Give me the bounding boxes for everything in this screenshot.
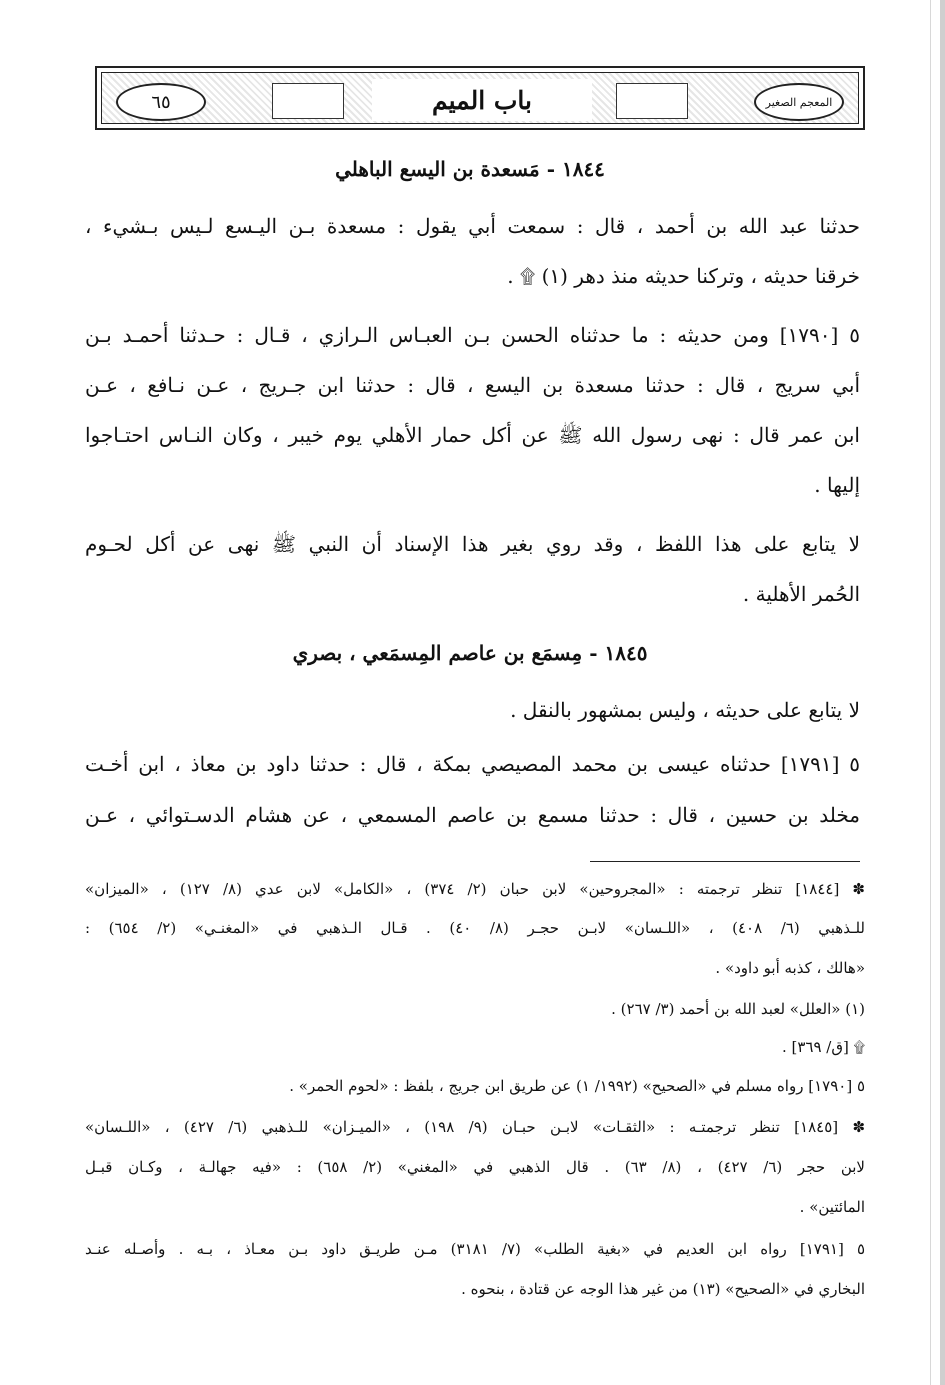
page-number: ٦٥ — [116, 83, 206, 121]
footnote-divider — [590, 861, 860, 862]
body-line: حدثنا عبد الله بن أحمد ، قال : سمعت أبي يقول : مسعدة بـن اليـسع لـيس بـشيء ، — [85, 214, 860, 238]
page-header-frame — [95, 66, 865, 130]
body-line: خرقنا حديثه ، وتركنا حديثه منذ دهر (١) ۩ . — [507, 264, 860, 288]
entry-heading-1845: ١٨٤٥ - مِسمَع بن عاصم المِسمَعي ، بصري — [292, 641, 648, 665]
body-line: ٥ [١٧٩٠] ومن حديثه : ما حدثناه الحسن بـن العبـاس الـرازي ، قـال : حـدثنا أحمـد بـن — [85, 323, 860, 347]
running-title: باب الميم — [372, 79, 592, 121]
body-line: مخلد بن حسين ، قال : حدثنا مسمع بن عاصم المسمعي ، عن هشام الدسـتوائي ، عـن — [85, 803, 860, 827]
header-ornament — [101, 72, 859, 124]
page-gutter-shadow — [940, 0, 945, 1385]
footnote-line: المائتين» . — [799, 1198, 865, 1216]
footnote-line: البخاري في «الصحيح» (١٣) من غير هذا الوجه عن قتادة ، بنحوه . — [461, 1280, 865, 1298]
footnote-line: ✽ [١٨٤٤] تنظر ترجمته : «المجروحين» لابن حبان (٢/ ٣٧٤) ، «الكامل» لابن عدي (٨/ ١٢٧) ، «الميزان» — [85, 880, 865, 898]
footnote-line: ✽ [١٨٤٥] تنظر ترجمتـه : «الثقـات» لابـن حبـان (٩/ ١٩٨) ، «الميـزان» للـذهبي (٦/ ٤٢٧) ، «اللـسان» — [85, 1118, 866, 1136]
body-line: ابن عمر قال : نهى رسول الله ﷺ عن أكل حمار الأهلي يوم خيبر ، وكان النـاس احتـاجوا — [85, 423, 860, 447]
footnote-line: ٥ [١٧٩١] رواه ابن العديم في «بغية الطلب» (٧/ ٣١٨١) مـن طريـق داود بـن معـاذ ، بـه . وأصـله عنـد — [85, 1240, 866, 1258]
footnote-line: ٥ [١٧٩٠] رواه مسلم في «الصحيح» (١٩٩٢/ ١) عن طريق ابن جريج ، بلفظ : «لحوم الحمر» . — [289, 1077, 865, 1095]
footnote-line: «هالك ، كذبه أبو داود» . — [715, 959, 865, 977]
body-line: لا يتابع على هذا اللفظ ، وقد روي بغير هذا الإسناد أن النبي ﷺ نهى عن أكل لحـوم — [85, 532, 860, 556]
footnote-line: للـذهبي (٦/ ٤٠٨) ، «اللـسان» لابـن حجـر (٨/ ٤٠) . قـال الـذهبي في «المغنـي» (٢/ ٦٥٤) : — [85, 919, 865, 937]
page-gutter-line — [930, 0, 931, 1385]
body-line: الحُمر الأهلية . — [742, 582, 860, 606]
book-logo: المعجم الصغير — [754, 83, 844, 121]
ornament-box-icon — [616, 83, 688, 119]
body-line: أبي سريج ، قال : حدثنا مسعدة بن اليسع ، قال : حدثنا ابن جـريج ، عـن نـافع ، عـن — [85, 373, 860, 397]
entry-heading-1844: ١٨٤٤ - مَسعدة بن اليسع الباهلي — [335, 157, 605, 181]
body-line: إليها . — [814, 473, 860, 497]
footnote-line: (١) «العلل» لعبد الله بن أحمد (٣/ ٢٦٧) . — [611, 1000, 865, 1018]
body-line: ٥ [١٧٩١] حدثناه عيسى بن محمد المصيصي بمكة ، قال : حدثنا داود بن معاذ ، ابن أخـت — [85, 752, 860, 776]
footnote-line: ۩ [ق/ ٣٦٩] . — [781, 1038, 865, 1056]
body-line: لا يتابع على حديثه ، وليس بمشهور بالنقل . — [510, 698, 860, 722]
footnote-line: لابن حجر (٦/ ٤٢٧) ، (٨/ ٦٣) . قال الذهبي في «المغني» (٢/ ٦٥٨) : «فيه جهالـة ، وكـان قبـل — [85, 1158, 865, 1176]
ornament-box-icon — [272, 83, 344, 119]
